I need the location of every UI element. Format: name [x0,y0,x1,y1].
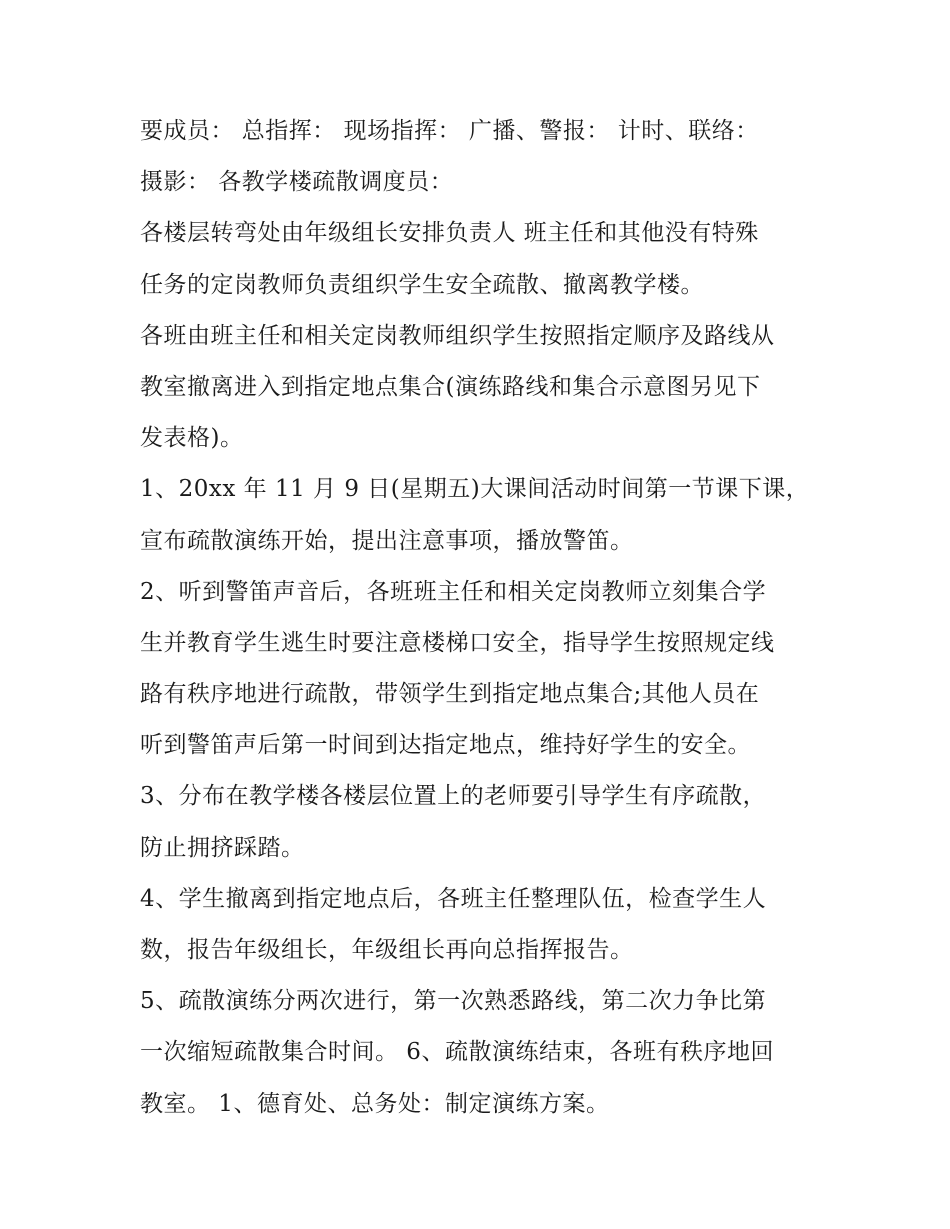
text-line: 宣布疏散演练开始，提出注意事项，播放警笛。 [140,527,634,554]
text-line: 摄影： 各教学楼疏散调度员： [140,169,454,196]
text-line: 一次缩短疏散集合时间。 6、疏散演练结束，各班有秩序地回 [140,1039,774,1066]
text-line: 生并教育学生逃生时要注意楼梯口安全，指导学生按照规定线 [140,629,775,656]
text-line: 数，报告年级组长，年级组长再向总指挥报告。 [140,937,634,963]
text-line: 各班由班主任和相关定岗教师组织学生按照指定顺序及路线从 [140,322,775,349]
text-line: 3、分布在教学楼各楼层位置上的老师要引导学生有序疏散， [140,783,767,810]
text-line: 2、听到警笛声音后，各班班主任和相关定岗教师立刻集合学 [140,578,767,605]
text-line: 教室撤离进入到指定地点集合(演练路线和集合示意图另见下 [140,373,761,400]
document-body [140,106,820,1130]
text-line: 听到警笛声后第一时间到达指定地点，维持好学生的安全。 [140,732,751,759]
text-line: 5、疏散演练分两次进行，第一次熟悉路线，第二次力争比第 [140,988,767,1015]
text-line: 各楼层转弯处由年级组长安排负责人 班主任和其他没有特殊 [140,220,759,247]
text-line: 防止拥挤踩踏。 [140,834,305,861]
text-line: 要成员： 总指挥： 现场指挥： 广播、警报： 计时、联络： [140,118,759,144]
text-line: 路有秩序地进行疏散，带领学生到指定地点集合;其他人员在 [140,681,760,708]
text-line: 1、20xx 年 11 月 9 日(星期五)大课间活动时间第一节课下课， [140,476,810,503]
text-line: 教室。 1、德育处、总务处：制定演练方案。 [140,1090,610,1117]
text-line: 发表格)。 [140,425,244,452]
text-line: 任务的定岗教师负责组织学生安全疏散、撤离教学楼。 [140,271,704,298]
text-line: 4、学生撤离到指定地点后，各班主任整理队伍，检查学生人 [140,885,767,912]
